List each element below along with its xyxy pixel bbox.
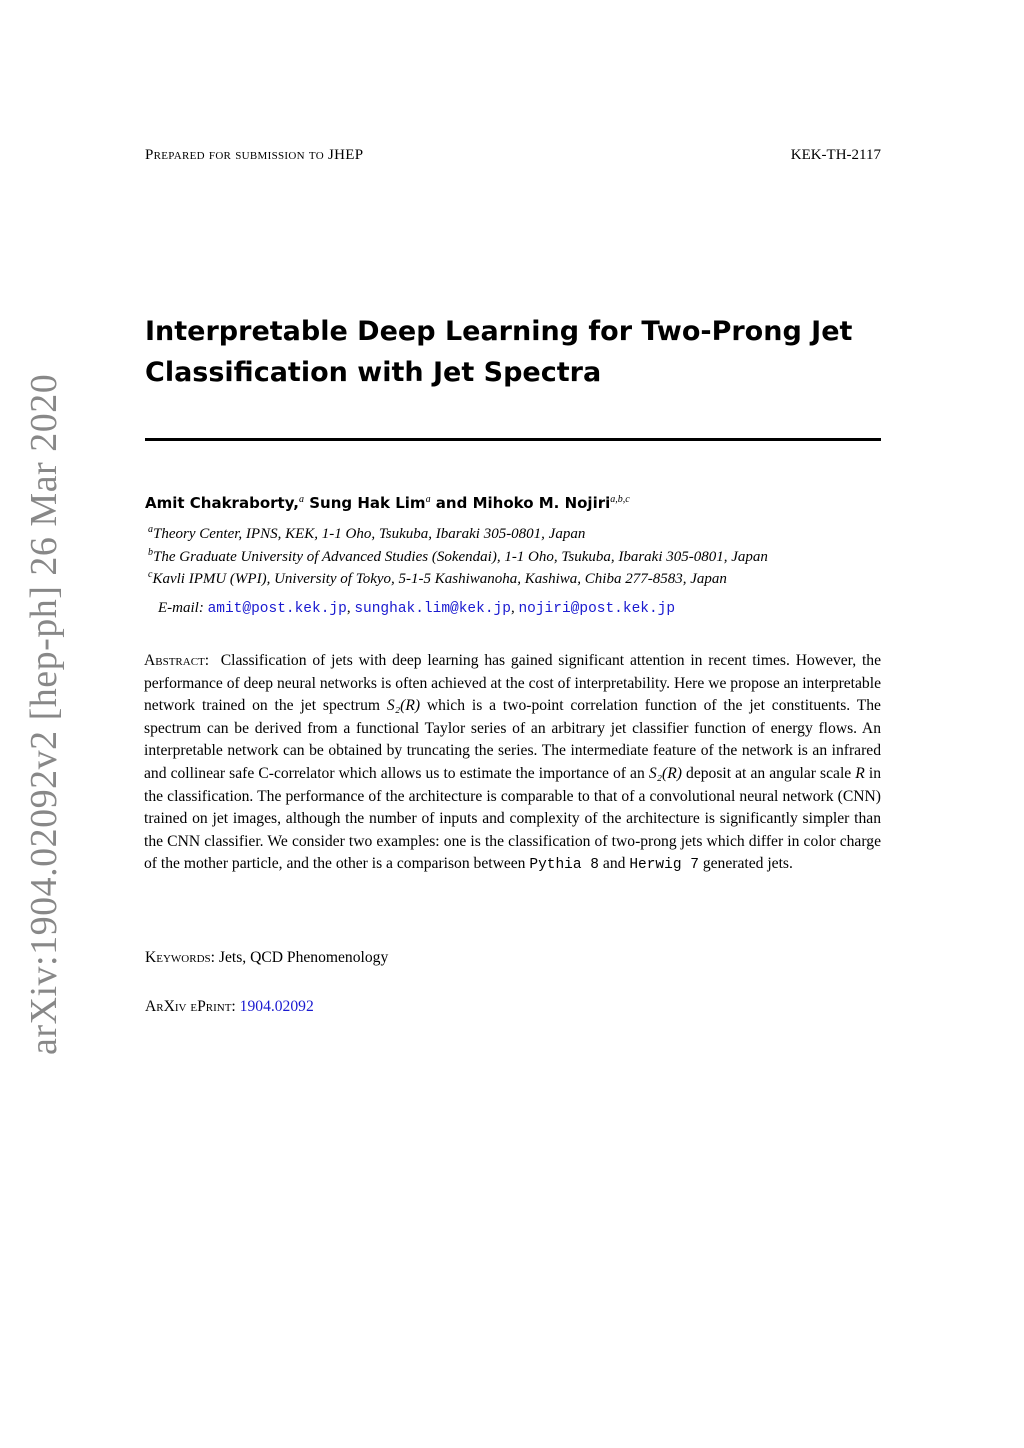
math-s2r: S₂(R) — [648, 764, 682, 782]
affiliation-a-mark: a — [148, 524, 153, 535]
abstract-text: which is a two-point correlation function of the jet constituents. The spectrum can be derived from a functional Taylor series of an arbitrary jet classifier function of energy flows. An interpretable network can be obtained by truncating the series. The intermediate feature of the network is an infrared and collinear safe C-correlator which allows us to estimate the importance of an — [144, 697, 881, 782]
title-line-1: Interpretable Deep Learning for Two-Prong Jet — [145, 316, 853, 347]
code-pythia: Pythia 8 — [529, 857, 599, 874]
email-link-3[interactable]: nojiri@post.kek.jp — [518, 601, 676, 617]
math-s2r: S₂(R) — [386, 697, 421, 715]
author-list — [145, 494, 630, 512]
abstract-text: deposit at an angular scale — [681, 764, 856, 782]
affiliation-b-text: The Graduate University of Advanced Studies (Sokendai), 1-1 Oho, Tsukuba, Ibaraki 305-0801, Japan — [153, 549, 768, 565]
author-1-affil: a — [299, 494, 304, 505]
email-separator: , — [346, 600, 355, 616]
arxiv-eprint — [145, 998, 314, 1016]
paper-title — [145, 311, 885, 393]
author-2-affil: a — [425, 494, 431, 505]
arxiv-side-stamp: arXiv:1904.02092v2 [hep-ph] 26 Mar 2020 — [23, 373, 65, 1055]
abstract-text: Classification of jets with deep learning has gained significant attention in recent times. However, the performance of deep neural networks is often achieved at the cost of interpretability. Here we propose an interpretable network trained on the jet spectrum — [144, 652, 881, 715]
affiliation-b — [148, 547, 768, 566]
author-3-affil: a,b,c — [610, 494, 630, 505]
author-1: Amit Chakraborty, — [145, 494, 299, 512]
abstract-text: in the classification. The performance of the architecture is comparable to that of a convolutional neural network (CNN) trained on jet images, although the number of inputs and complexity of the architecture is significantly simpler than the CNN classifier. We consider two examples: one is the classification of two-prong jets which differ in color charge of the mother particle, and the other is a comparison between — [144, 764, 882, 873]
affiliation-c — [148, 569, 727, 588]
email-label: E-mail: — [158, 600, 204, 616]
affiliation-c-mark: c — [148, 569, 153, 580]
report-number: KEK-TH-2117 — [790, 147, 881, 163]
keywords-heading: Keywords: — [145, 949, 215, 966]
math-r: R — [855, 764, 865, 782]
author-conjunction: and — [435, 494, 468, 512]
title-line-2: Classification with Jet Spectra — [145, 357, 602, 388]
affiliation-b-mark: b — [148, 547, 153, 558]
abstract — [144, 650, 881, 877]
email-separator: , — [510, 600, 519, 616]
title-rule — [145, 438, 881, 441]
keywords-text: Jets, QCD Phenomenology — [218, 949, 389, 966]
author-2: Sung Hak Lim — [309, 494, 426, 512]
eprint-link[interactable]: 1904.02092 — [239, 998, 314, 1015]
email-line — [158, 600, 675, 617]
affiliation-a-text: Theory Center, IPNS, KEK, 1-1 Oho, Tsukuba, Ibaraki 305-0801, Japan — [153, 526, 586, 542]
email-link-2[interactable]: sunghak.lim@kek.jp — [354, 601, 511, 617]
affiliation-c-text: Kavli IPMU (WPI), University of Tokyo, 5-1-5 Kashiwanoha, Kashiwa, Chiba 277-8583, Japan — [152, 571, 727, 587]
abstract-text: and — [599, 855, 630, 873]
abstract-text: generated jets. — [698, 855, 793, 873]
affiliation-a — [148, 524, 585, 543]
author-3: Mihoko M. Nojiri — [472, 494, 611, 512]
abstract-heading: Abstract: — [144, 652, 210, 669]
eprint-heading: ArXiv ePrint: — [145, 998, 236, 1015]
journal-note: Prepared for submission to JHEP — [145, 147, 364, 163]
code-herwig: Herwig 7 — [629, 857, 699, 874]
keywords — [145, 949, 388, 967]
email-link-1[interactable]: amit@post.kek.jp — [207, 601, 347, 617]
